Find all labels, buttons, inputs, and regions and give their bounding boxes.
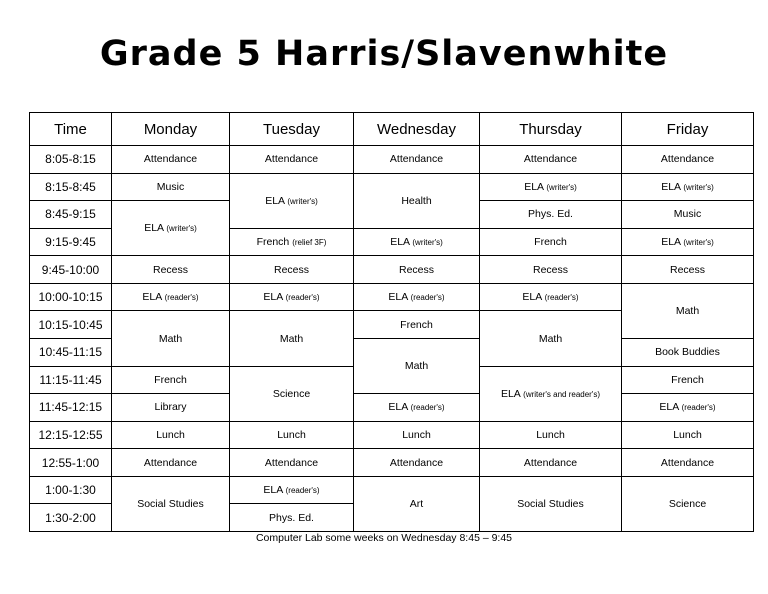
subject-note: (writer's) [546,182,577,192]
header-row [30,113,754,146]
subject-note: (reader's) [410,403,445,413]
subject-note: (reader's) [164,293,199,303]
friday-recess: Recess [622,256,754,284]
wednesday-ela-writers [354,228,480,256]
subject-note: (writer's) [683,238,714,248]
subject-label: ELA [390,236,410,249]
footnote: Computer Lab some weeks on Wednesday 8:45 – 9:45 [255,532,513,544]
schedule-row [30,146,754,174]
wednesday-ela-readers [354,283,480,311]
subject-note: (reader's) [285,293,320,303]
time-cell: 8:45-9:15 [30,201,112,229]
friday-lunch: Lunch [622,421,754,449]
friday-math: Math [622,283,754,338]
time-cell: 9:15-9:45 [30,228,112,256]
header-monday: Monday [112,113,230,146]
header-friday: Friday [622,113,754,146]
friday-book-buddies: Book Buddies [622,339,754,367]
tuesday-attendance: Attendance [230,146,354,174]
subject-note: (reader's) [410,293,445,303]
monday-attendance-2: Attendance [112,449,230,477]
tuesday-math: Math [230,311,354,366]
monday-attendance: Attendance [112,146,230,174]
time-cell: 8:05-8:15 [30,146,112,174]
friday-french: French [622,366,754,394]
time-cell: 12:55-1:00 [30,449,112,477]
tuesday-ela-readers [230,283,354,311]
subject-label: ELA [524,180,544,193]
wednesday-attendance: Attendance [354,146,480,174]
wednesday-ela-readers-2 [354,394,480,422]
monday-recess: Recess [112,256,230,284]
wednesday-lunch: Lunch [354,421,480,449]
schedule-table [29,112,754,532]
time-cell: 10:00-10:15 [30,283,112,311]
time-cell: 12:15-12:55 [30,421,112,449]
thursday-ela-readers [480,283,622,311]
schedule-row [30,173,754,201]
friday-ela-writers [622,173,754,201]
monday-library: Library [112,394,230,422]
thursday-ela-writers [480,173,622,201]
subject-note: (writer's) [287,196,318,206]
page-title: Grade 5 Harris/Slavenwhite [99,34,669,74]
thursday-ela-both [480,366,622,421]
thursday-phys-ed: Phys. Ed. [480,201,622,229]
subject-label: ELA [661,180,681,193]
schedule-row [30,394,754,422]
tuesday-ela-readers-2 [230,476,354,504]
subject-note: (reader's) [681,403,716,413]
thursday-lunch: Lunch [480,421,622,449]
schedule-row [30,283,754,311]
friday-science: Science [622,476,754,531]
subject-note: (writer's and reader's) [523,389,601,399]
monday-ela-readers [112,283,230,311]
time-cell: 10:15-10:45 [30,311,112,339]
header-tuesday: Tuesday [230,113,354,146]
friday-attendance-2: Attendance [622,449,754,477]
wednesday-recess: Recess [354,256,480,284]
tuesday-lunch: Lunch [230,421,354,449]
wednesday-french: French [354,311,480,339]
subject-note: (writer's) [166,224,197,234]
time-cell: 11:45-12:15 [30,394,112,422]
header-thursday: Thursday [480,113,622,146]
subject-label: ELA [263,484,283,497]
wednesday-math: Math [354,339,480,394]
monday-music: Music [112,173,230,201]
tuesday-french [230,228,354,256]
subject-label: ELA [388,401,408,414]
subject-note: (reader's) [285,486,320,496]
subject-label: ELA [142,291,162,304]
wednesday-health: Health [354,173,480,228]
friday-attendance: Attendance [622,146,754,174]
tuesday-recess: Recess [230,256,354,284]
subject-label: ELA [144,222,164,235]
monday-french: French [112,366,230,394]
subject-label: ELA [265,194,285,207]
subject-label: ELA [388,291,408,304]
schedule-row [30,256,754,284]
subject-note: (writer's) [412,238,443,248]
thursday-french: French [480,228,622,256]
schedule-row [30,421,754,449]
monday-social-studies: Social Studies [112,476,230,531]
tuesday-phys-ed: Phys. Ed. [230,504,354,532]
wednesday-art: Art [354,476,480,531]
time-cell: 1:00-1:30 [30,476,112,504]
friday-ela-readers [622,394,754,422]
subject-label: ELA [661,236,681,249]
monday-lunch: Lunch [112,421,230,449]
friday-music: Music [622,201,754,229]
subject-label: ELA [659,401,679,414]
monday-ela-writers [112,201,230,256]
time-cell: 11:15-11:45 [30,366,112,394]
tuesday-science: Science [230,366,354,421]
tuesday-ela-writers [230,173,354,228]
subject-note: (reader's) [544,293,579,303]
header-wednesday: Wednesday [354,113,480,146]
time-cell: 9:45-10:00 [30,256,112,284]
header-time: Time [30,113,112,146]
wednesday-attendance-2: Attendance [354,449,480,477]
friday-ela-writers-2 [622,228,754,256]
thursday-social-studies: Social Studies [480,476,622,531]
monday-math: Math [112,311,230,366]
thursday-attendance: Attendance [480,146,622,174]
time-cell: 8:15-8:45 [30,173,112,201]
thursday-math: Math [480,311,622,366]
subject-label: ELA [500,387,521,400]
time-cell: 1:30-2:00 [30,504,112,532]
schedule-row [30,476,754,504]
subject-label: ELA [263,291,283,304]
subject-label: French [256,236,290,249]
time-cell: 10:45-11:15 [30,339,112,367]
subject-note: (relief 3F) [292,238,327,248]
thursday-attendance-2: Attendance [480,449,622,477]
thursday-recess: Recess [480,256,622,284]
tuesday-attendance-2: Attendance [230,449,354,477]
schedule-row [30,449,754,477]
subject-label: ELA [522,291,542,304]
subject-note: (writer's) [683,182,714,192]
